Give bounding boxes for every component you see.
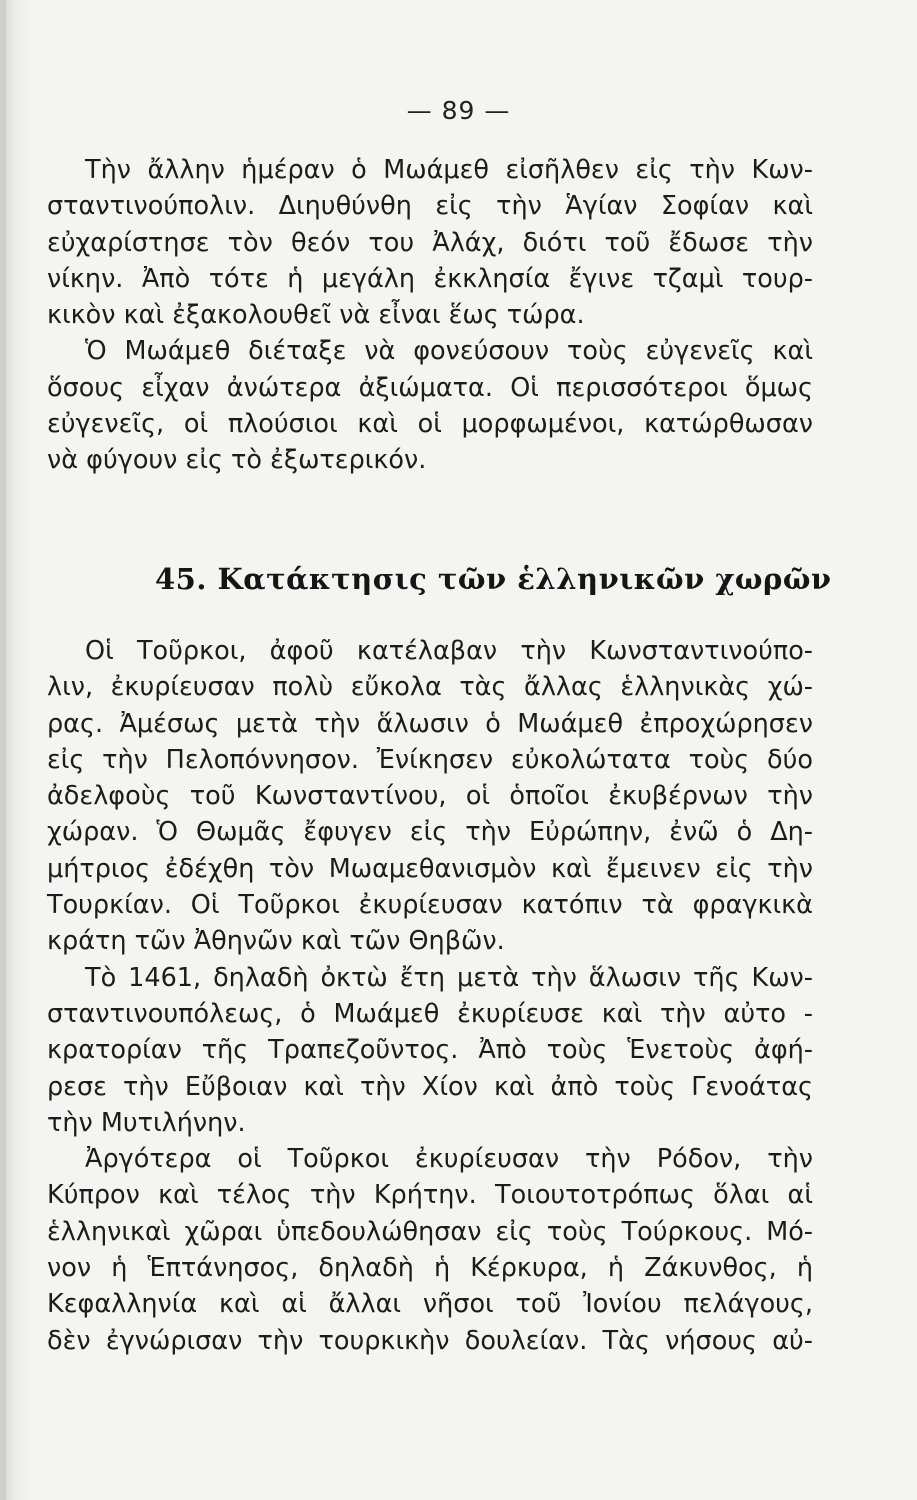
paragraph-4 [47, 960, 813, 1141]
text-block-bottom [47, 633, 813, 1359]
text-line: δὲν ἐγνώρισαν τὴν τουρκικὴν δουλείαν. Τὰς νήσους αὐ- [47, 1325, 813, 1356]
text-line: χώραν. Ὁ Θωμᾶς ἔφυγεν εἰς τὴν Εὐρώπην, ἐνῶ ὁ Δη- [47, 817, 813, 848]
text-line: μήτριος ἐδέχθη τὸν Μωαμεθανισμὸν καὶ ἔμεινεν εἰς τὴν [47, 853, 813, 884]
text-line: Ὁ Μωάμεθ διέταξε νὰ φονεύσουν τοὺς εὐγενεῖς καὶ [85, 336, 813, 367]
text-line: Τὴν ἄλλην ἡμέραν ὁ Μωάμεθ εἰσῆλθεν εἰς τὴν Κων- [85, 155, 813, 185]
text-line: νον ἡ Ἑπτάνησος, δηλαδὴ ἡ Κέρκυρα, ἡ Ζάκυνθος, ἡ [47, 1253, 813, 1284]
text-line: Τὸ 1461, δηλαδὴ ὀκτὼ ἔτη μετὰ τὴν ἅλωσιν τῆς Κων- [85, 962, 813, 993]
text-line: Κύπρον καὶ τέλος τὴν Κρήτην. Τοιουτοτρόπως ὅλαι αἱ [47, 1180, 813, 1211]
section-heading: 45. Κατάκτησις τῶν ἑλληνικῶν χωρῶν [155, 562, 832, 596]
text-line: κικὸν καὶ ἐξακολουθεῖ νὰ εἶναι ἕως τώρα. [47, 300, 585, 331]
text-line: ρας. Ἀμέσως μετὰ τὴν ἅλωσιν ὁ Μωάμεθ ἐπροχώρησεν [47, 708, 813, 739]
text-line: κράτη τῶν Ἀθηνῶν καὶ τῶν Θηβῶν. [47, 926, 505, 957]
text-line: ὅσους εἶχαν ἀνώτερα ἀξιώματα. Οἱ περισσότεροι ὅμως [47, 372, 813, 403]
text-block-top [47, 152, 813, 479]
text-line: Τουρκίαν. Οἱ Τοῦρκοι ἐκυρίευσαν κατόπιν τὰ φραγκικὰ [47, 890, 813, 921]
text-line: εὐχαρίστησε τὸν θεόν του Ἀλάχ, διότι τοῦ ἔδωσε τὴν [47, 227, 813, 258]
text-line: εὐγενεῖς, οἱ πλούσιοι καὶ οἱ μορφωμένοι, κατώρθωσαν [47, 409, 813, 440]
text-line: ἑλληνικαὶ χῶραι ὑπεδουλώθησαν εἰς τοὺς Τούρκους. Μό- [47, 1216, 813, 1247]
page-number: — 89 — [406, 96, 511, 125]
text-line: εἰς τὴν Πελοπόννησον. Ἐνίκησεν εὐκολώτατα τοὺς δύο [47, 744, 813, 775]
text-line: Κεφαλληνία καὶ αἱ ἄλλαι νῆσοι τοῦ Ἰονίου πελάγους, [47, 1289, 813, 1320]
text-line: λιν, ἐκυρίευσαν πολὺ εὔκολα τὰς ἄλλας ἑλληνικὰς χώ- [47, 672, 813, 703]
text-line: σταντινουπόλεως, ὁ Μωάμεθ ἐκυρίευσε καὶ τὴν αὐτο - [47, 998, 813, 1029]
paragraph-5 [47, 1141, 813, 1359]
text-line: ἀδελφοὺς τοῦ Κωνσταντίνου, οἱ ὁποῖοι ἐκυβέρνων τὴν [47, 781, 813, 812]
page-binding-edge [0, 0, 6, 1500]
paragraph-1 [47, 152, 813, 333]
text-line: νὰ φύγουν εἰς τὸ ἐξωτερικόν. [47, 445, 427, 476]
text-line: ρεσε τὴν Εὔβοιαν καὶ τὴν Χίον καὶ ἀπὸ τοὺς Γενοάτας [47, 1071, 813, 1102]
text-line: κρατορίαν τῆς Τραπεζοῦντος. Ἀπὸ τοὺς Ἑνετοὺς ἀφή- [47, 1035, 813, 1066]
text-line: Ἀργότερα οἱ Τοῦρκοι ἐκυρίευσαν τὴν Ρόδον, τὴν [85, 1144, 813, 1175]
paragraph-3 [47, 633, 813, 960]
paragraph-2 [47, 333, 813, 478]
text-line: Οἱ Τοῦρκοι, ἀφοῦ κατέλαβαν τὴν Κωνσταντινούπο- [85, 636, 813, 666]
text-line: σταντινούπολιν. Διηυθύνθη εἰς τὴν Ἁγίαν Σοφίαν καὶ [47, 191, 813, 222]
text-line: νίκην. Ἀπὸ τότε ἡ μεγάλη ἐκκλησία ἔγινε τζαμὶ τουρ- [47, 263, 813, 294]
text-line: τὴν Μυτιλήνην. [47, 1107, 246, 1138]
